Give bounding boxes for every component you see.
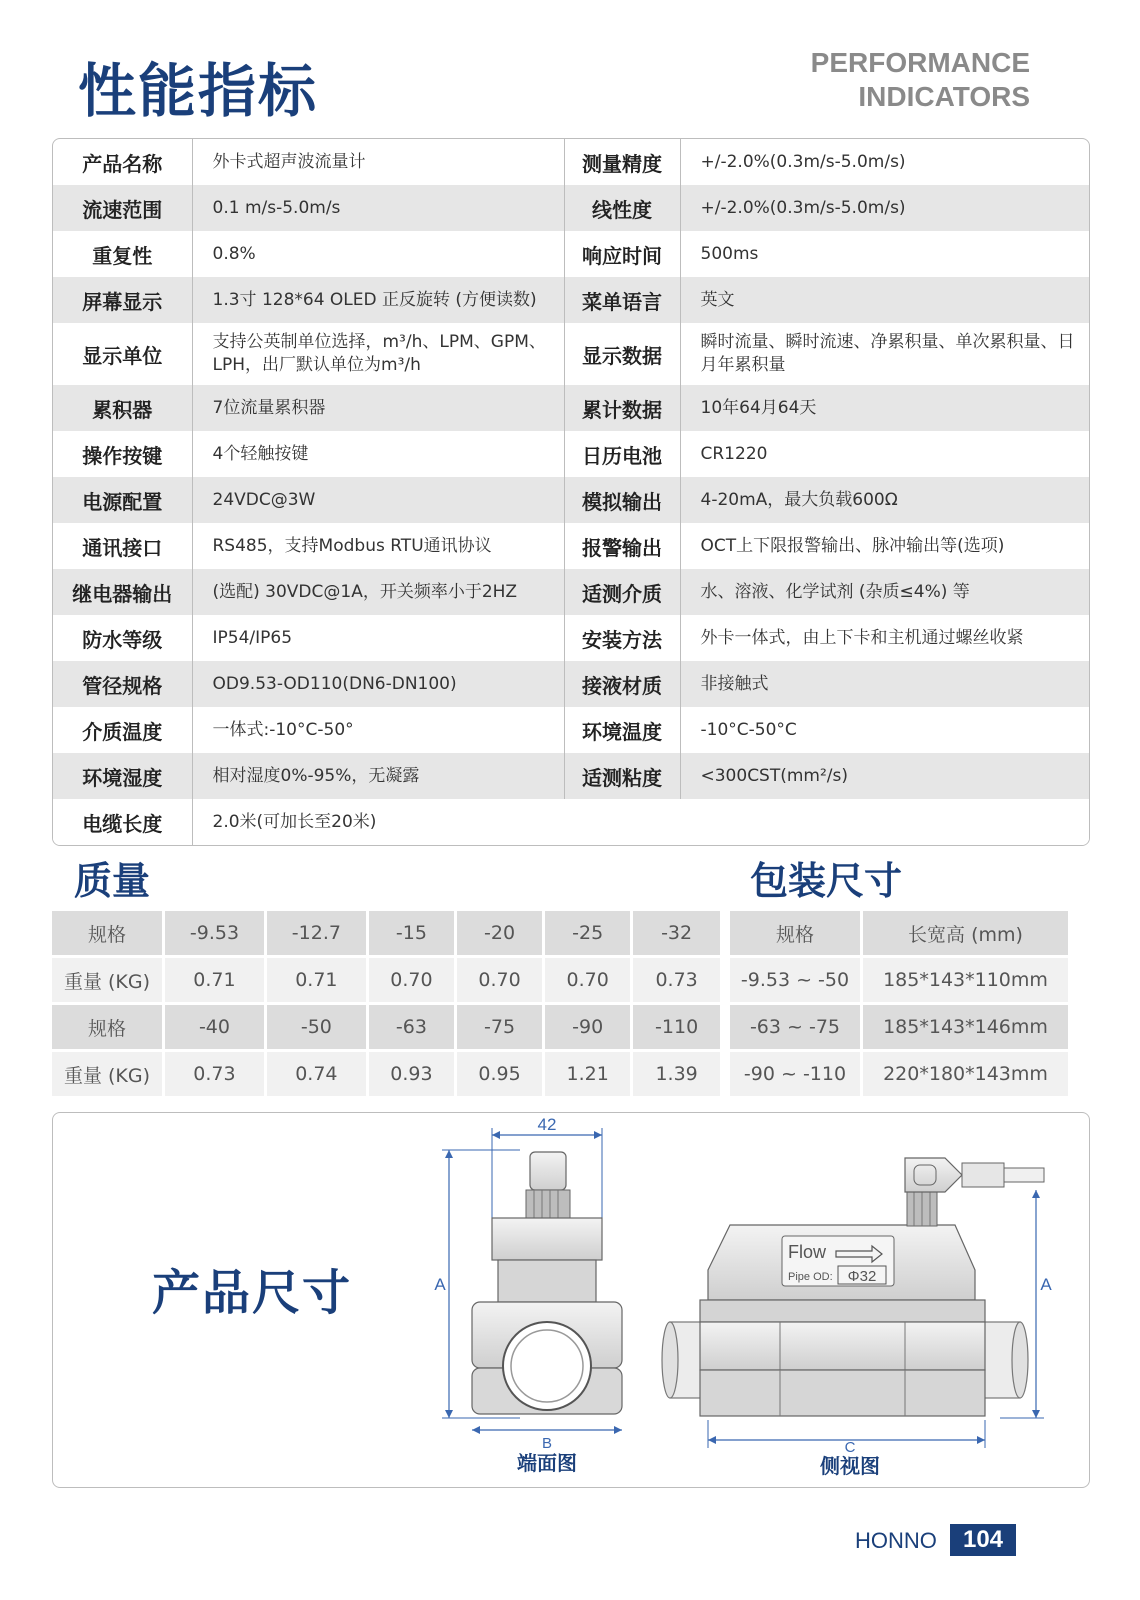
package-title: 包装尺寸	[750, 859, 903, 903]
spec-value: 外卡一体式，由上下卡和主机通过螺丝收紧	[700, 627, 1024, 648]
spec-value: OCT上下限报警输出、脉冲输出等(选项)	[700, 535, 1005, 556]
spec-key: 继电器输出	[53, 569, 192, 615]
spec-key: 适测粘度	[564, 753, 680, 799]
table-cell: 1.21	[545, 1052, 630, 1096]
table-cell: 重量 (KG)	[52, 958, 162, 1002]
spec-value: 非接触式	[680, 661, 1089, 707]
spec-value: +/-2.0%(0.3m/s-5.0m/s)	[700, 151, 906, 172]
spec-value: 10年64月64天	[680, 385, 1089, 431]
spec-key: 菜单语言	[564, 277, 680, 323]
spec-value: +/-2.0%(0.3m/s-5.0m/s)	[680, 185, 1089, 231]
table-cell: 0.70	[457, 958, 542, 1002]
spec-key: 模拟输出	[564, 477, 680, 523]
weight-title: 质量	[74, 859, 151, 903]
title-en-line2: INDICATORS	[858, 81, 1030, 112]
table-cell: -9.53	[165, 911, 264, 955]
spec-value: 外卡式超声波流量计	[192, 139, 564, 185]
spec-key: 显示单位	[53, 323, 192, 385]
side-bottom-label: C	[844, 1439, 856, 1456]
end-width-label: 42	[537, 1115, 557, 1134]
spec-key: 环境湿度	[53, 753, 192, 799]
dimensions-title: 产品尺寸	[152, 1265, 353, 1321]
spec-key: 累积器	[53, 385, 192, 431]
spec-key: 流速范围	[53, 185, 192, 231]
table-cell: -63 ~ -75	[730, 1005, 860, 1049]
spec-key: 屏幕显示	[53, 277, 192, 323]
pipe-od-label: Pipe OD:	[788, 1271, 833, 1283]
table-cell: 0.71	[267, 958, 366, 1002]
page-number: 104	[950, 1524, 1016, 1556]
table-cell: -90	[545, 1005, 630, 1049]
spec-key: 响应时间	[564, 231, 680, 277]
table-cell: -12.7	[267, 911, 366, 955]
spec-key: 电源配置	[53, 477, 192, 523]
spec-key: 适测介质	[564, 569, 680, 615]
table-cell: 规格	[730, 911, 860, 955]
table-cell: -75	[457, 1005, 542, 1049]
spec-value: 24VDC@3W	[192, 477, 564, 523]
table-cell: 长宽高 (mm)	[863, 911, 1068, 955]
flow-label: Flow	[788, 1242, 827, 1262]
end-bottom-label: B	[541, 1435, 553, 1452]
table-cell: 0.74	[267, 1052, 366, 1096]
table-cell: -9.53 ~ -50	[730, 958, 860, 1002]
spec-value: 4-20mA，最大负载600Ω	[680, 477, 1089, 523]
spec-value: CR1220	[700, 443, 768, 464]
spec-value: 4个轻触按键	[192, 431, 564, 477]
spec-value: 水、溶液、化学试剂 (杂质≤4%) 等	[680, 569, 1089, 615]
spec-value: 7位流量累积器	[192, 385, 564, 431]
table-cell: -63	[369, 1005, 454, 1049]
table-cell: -110	[633, 1005, 720, 1049]
spec-key: 产品名称	[53, 139, 192, 185]
table-cell: 0.93	[369, 1052, 454, 1096]
table-cell: 0.70	[369, 958, 454, 1002]
spec-value: 0.1 m/s-5.0m/s	[192, 185, 564, 231]
table-cell: 规格	[52, 911, 162, 955]
table-cell: -15	[369, 911, 454, 955]
pipe-od-value: Φ32	[847, 1268, 877, 1285]
table-cell: -20	[457, 911, 542, 955]
table-cell: 0.71	[165, 958, 264, 1002]
spec-key: 防水等级	[53, 615, 192, 661]
spec-value: 0.8%	[192, 231, 564, 277]
table-cell: 220*180*143mm	[863, 1052, 1068, 1096]
spec-key: 报警输出	[564, 523, 680, 569]
spec-value: 支持公英制单位选择，m³/h、LPM、GPM、LPH，出厂默认单位为m³/h	[192, 323, 564, 385]
spec-value: 1.3寸 128*64 OLED 正反旋转 (方便读数)	[192, 277, 564, 323]
spec-key: 安装方法	[564, 615, 680, 661]
table-cell: 185*143*110mm	[863, 958, 1068, 1002]
spec-value: 相对湿度0%-95%，无凝露	[192, 753, 564, 799]
spec-key: 电缆长度	[53, 799, 192, 845]
spec-value: IP54/IP65	[192, 615, 564, 661]
spec-value: 2.0米(可加长至20米)	[192, 799, 1089, 845]
spec-key: 通讯接口	[53, 523, 192, 569]
table-cell: 185*143*146mm	[863, 1005, 1068, 1049]
title-en-line1: PERFORMANCE	[810, 47, 1030, 78]
table-cell: 0.73	[633, 958, 720, 1002]
end-height-label: A	[434, 1275, 446, 1294]
table-cell: -90 ~ -110	[730, 1052, 860, 1096]
table-cell: -25	[545, 911, 630, 955]
spec-value: RS485，支持Modbus RTU通讯协议	[192, 523, 564, 569]
spec-key: 显示数据	[564, 323, 680, 385]
spec-value: (选配) 30VDC@1A，开关频率小于2HZ	[192, 569, 564, 615]
side-height-label: A	[1040, 1275, 1052, 1294]
table-cell: 重量 (KG)	[52, 1052, 162, 1096]
spec-value: 英文	[680, 277, 1089, 323]
end-view-caption: 端面图	[517, 1451, 577, 1475]
table-cell: 规格	[52, 1005, 162, 1049]
footer-brand: HONNO	[855, 1528, 937, 1553]
spec-value: OD9.53-OD110(DN6-DN100)	[192, 661, 564, 707]
end-view-drawing	[434, 1115, 622, 1475]
spec-key: 操作按键	[53, 431, 192, 477]
side-view-caption: 侧视图	[820, 1454, 880, 1478]
spec-key: 环境温度	[564, 707, 680, 753]
spec-key: 管径规格	[53, 661, 192, 707]
spec-value: 500ms	[700, 243, 759, 264]
spec-value: 一体式:-10°C-50°	[192, 707, 564, 753]
spec-key: 介质温度	[53, 707, 192, 753]
spec-value: <300CST(mm²/s)	[680, 753, 1089, 799]
spec-value: 瞬时流量、瞬时流速、净累积量、单次累积量、日月年累积量	[700, 332, 1075, 375]
table-cell: 1.39	[633, 1052, 720, 1096]
table-cell: 0.73	[165, 1052, 264, 1096]
table-cell: 0.70	[545, 958, 630, 1002]
side-view-drawing	[662, 1158, 1052, 1478]
table-cell: -50	[267, 1005, 366, 1049]
page-title: 性能指标	[78, 57, 319, 125]
table-cell: 0.95	[457, 1052, 542, 1096]
spec-key: 重复性	[53, 231, 192, 277]
spec-value: -10°C-50°C	[700, 719, 797, 740]
spec-key: 线性度	[564, 185, 680, 231]
spec-key: 测量精度	[564, 139, 680, 185]
spec-key: 累计数据	[564, 385, 680, 431]
spec-key: 接液材质	[564, 661, 680, 707]
table-cell: -40	[165, 1005, 264, 1049]
table-cell: -32	[633, 911, 720, 955]
spec-key: 日历电池	[564, 431, 680, 477]
